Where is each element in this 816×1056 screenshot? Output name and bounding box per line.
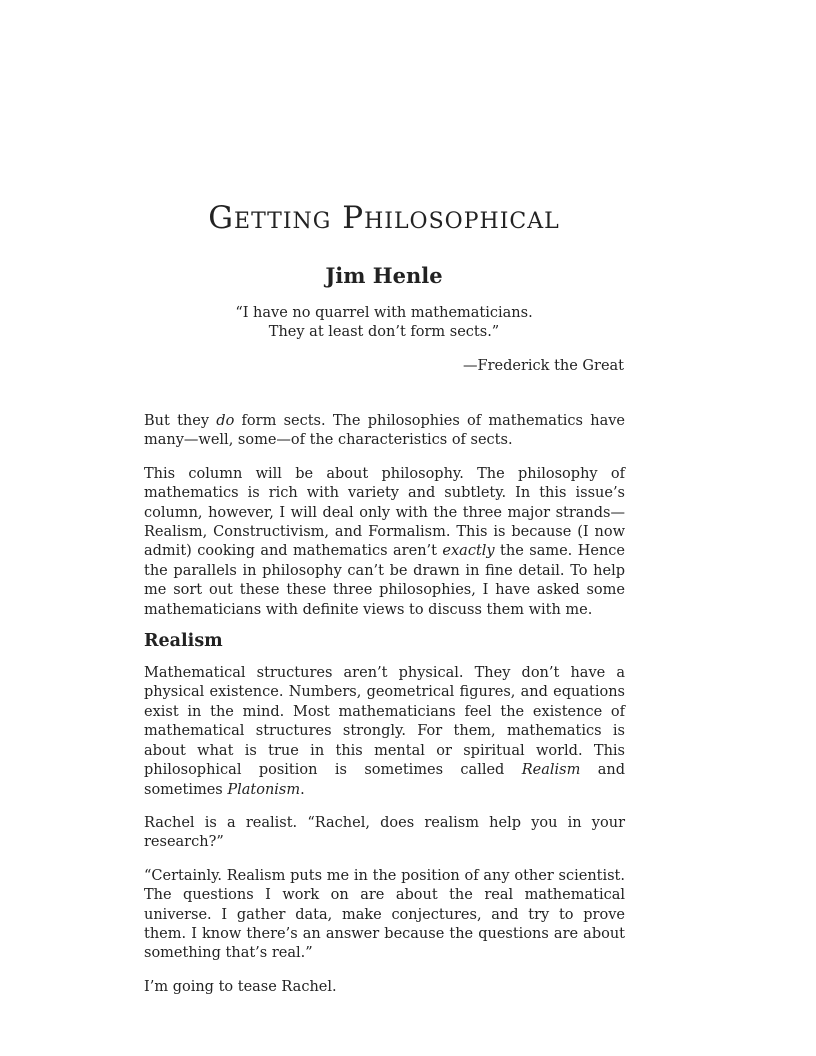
- epigraph-line-2: They at least don’t form sects.”: [268, 324, 500, 340]
- emphasis: Platonism: [227, 781, 301, 798]
- section-heading-realism: Realism: [144, 631, 223, 652]
- paragraph-1: [144, 412, 625, 451]
- emphasis: do: [216, 413, 235, 429]
- paragraph-3: [144, 664, 625, 800]
- epigraph-attribution: —Frederick the Great: [463, 358, 624, 374]
- text-run: .: [300, 781, 305, 798]
- article-body: [144, 412, 625, 1011]
- epigraph-line-1: “I have no quarrel with mathematicians.: [235, 305, 533, 321]
- epigraph: [0, 304, 768, 342]
- text-run: and sometimes: [144, 762, 625, 798]
- text-run: But they: [144, 413, 217, 429]
- text-run: This column will be about philosophy. The philosophy of mathematics is rich with variety and subtlety. In this issue’s column, however, I will deal only with the three major strands—Realism, Constructivism, and Formalism. This is because (I now admit) cooking and mathematics aren’t: [144, 465, 625, 560]
- emphasis: Realism: [521, 762, 581, 779]
- paragraph-2: [144, 465, 625, 620]
- text-run: Mathematical structures aren’t physical. They don’t have a physical existence. Numbers, geometrical figures, and equations exist in the mind. Most mathematicians feel the existence of mathematical structures strongly. For them, mathematics is about what is true in this mental or spiritual world. This philosophical position is sometimes called: [144, 665, 625, 779]
- author-name: Jim Henle: [325, 263, 443, 288]
- text-run: form sects. The philosophies of mathematics have many—well, some—of the characteristics of sects.: [144, 413, 625, 449]
- paragraph-4: Rachel is a realist. “Rachel, does realism help you in your research?”: [144, 814, 625, 851]
- text-run: the same. Hence the parallels in philosophy can’t be drawn in fine detail. To help me sort out these these three philosophies, I have asked some mathematicians with definite views to discuss them with me.: [144, 543, 625, 618]
- paragraph-5: “Certainly. Realism puts me in the position of any other scientist. The questions I work on are about the real mathematical universe. I gather data, make conjectures, and try to prove them. I know there’s an answer because the questions are about something that’s real.”: [144, 867, 625, 962]
- article-title: Getting Philosophical: [208, 200, 560, 236]
- paragraph-6: I’m going to tease Rachel.: [144, 978, 337, 995]
- emphasis: exactly: [442, 543, 495, 560]
